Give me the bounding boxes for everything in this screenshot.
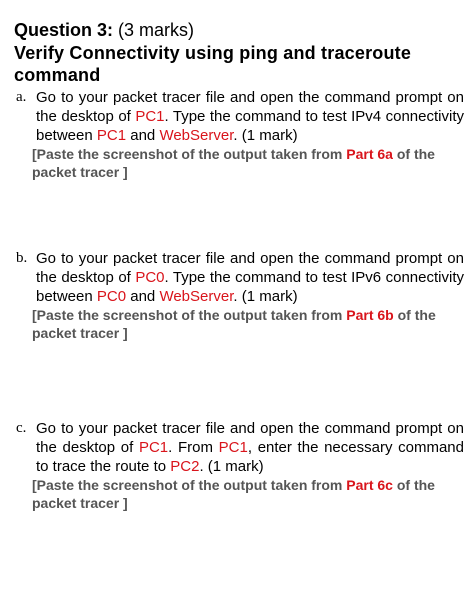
device-name: PC0 bbox=[135, 269, 165, 286]
device-name: PC1 bbox=[138, 439, 169, 456]
item-marker: a. bbox=[16, 89, 27, 105]
task-instruction bbox=[36, 88, 464, 145]
task-item-b bbox=[16, 249, 464, 342]
instruction-text: . (1 mark) bbox=[199, 458, 264, 475]
question-subtitle-line1: Verify Connectivity using ping and traceroute bbox=[14, 43, 412, 63]
device-name: PC2 bbox=[170, 458, 200, 475]
paste-text: of the packet tracer ] bbox=[32, 146, 435, 180]
paste-text: [Paste the screenshot of the output taken from bbox=[32, 477, 347, 493]
item-marker: c. bbox=[16, 420, 27, 436]
instruction-text: , enter the necessary command to trace the route to bbox=[36, 439, 464, 475]
part-reference: Part 6c bbox=[346, 477, 393, 493]
paste-instruction bbox=[32, 306, 464, 342]
task-item-a bbox=[16, 88, 464, 181]
paste-instruction bbox=[32, 476, 464, 512]
question-number: Question 3: bbox=[14, 20, 114, 40]
task-instruction bbox=[36, 419, 464, 476]
paste-text: of the packet tracer ] bbox=[32, 307, 436, 341]
instruction-text: Go to your packet tracer file and open the command prompt on the desktop of bbox=[36, 250, 464, 286]
question-title bbox=[14, 18, 464, 42]
paste-text: of the packet tracer ] bbox=[32, 477, 435, 511]
device-name: WebServer bbox=[159, 127, 234, 144]
part-reference: Part 6a bbox=[346, 146, 393, 162]
instruction-text: and bbox=[126, 127, 160, 144]
question-marks: (3 marks) bbox=[113, 20, 195, 40]
question-subtitle-line2: command bbox=[14, 65, 101, 85]
device-name: WebServer bbox=[159, 288, 234, 305]
device-name: PC0 bbox=[96, 288, 127, 305]
task-instruction bbox=[36, 249, 464, 306]
device-name: PC1 bbox=[218, 439, 248, 456]
part-reference: Part 6b bbox=[346, 307, 394, 323]
instruction-text: . (1 mark) bbox=[233, 127, 298, 144]
instruction-text: . From bbox=[168, 439, 219, 456]
question-heading bbox=[14, 18, 464, 86]
paste-text: [Paste the screenshot of the output taken from bbox=[32, 307, 347, 323]
instruction-text: . Type the command to test IPv4 connectivity between bbox=[36, 108, 464, 144]
paste-text: [Paste the screenshot of the output taken from bbox=[32, 146, 347, 162]
instruction-text: and bbox=[126, 288, 160, 305]
task-item-c bbox=[16, 419, 464, 512]
instruction-text: . (1 mark) bbox=[233, 288, 298, 305]
device-name: PC1 bbox=[96, 127, 127, 144]
instruction-text: . Type the command to test IPv6 connectivity between bbox=[36, 269, 464, 305]
paste-instruction bbox=[32, 145, 464, 181]
instruction-text: Go to your packet tracer file and open the command prompt on the desktop of bbox=[36, 420, 464, 456]
item-marker: b. bbox=[16, 250, 28, 266]
instruction-text: Go to your packet tracer file and open the command prompt on the desktop of bbox=[36, 89, 464, 125]
device-name: PC1 bbox=[135, 108, 165, 125]
